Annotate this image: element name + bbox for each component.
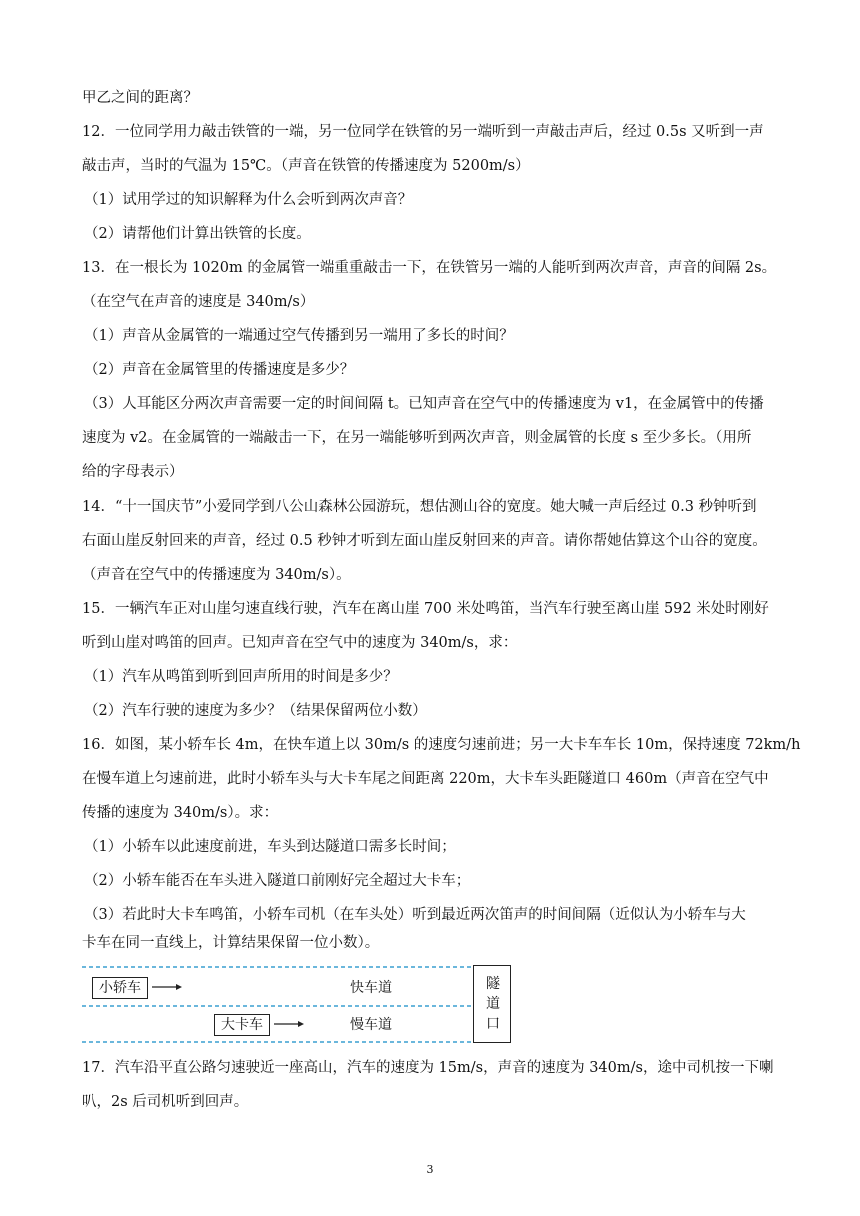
text-line: 右面山崖反射回来的声音，经过 0.5 秒钟才听到左面山崖反射回来的声音。请你帮她估算这个山谷的宽度。 [82, 533, 767, 549]
sub-question: （1）试用学过的知识解释为什么会听到两次声音？ [84, 192, 413, 208]
text-line: 叭，2s 后司机听到回声。 [82, 1094, 249, 1110]
text-line: 给的字母表示） [82, 464, 184, 480]
tunnel-char: 口 [486, 1016, 500, 1032]
tunnel-label [474, 974, 512, 1034]
tunnel-entrance [473, 965, 511, 1043]
sub-question: （1）小轿车以此速度前进，车头到达隧道口需多长时间； [84, 839, 456, 855]
sub-question: （3）人耳能区分两次声音需要一定的时间间隔 t。已知声音在空气中的传播速度为 v1，在金属管中的传播 [84, 396, 764, 412]
page-number: 3 [426, 1163, 434, 1176]
question-17: 17．汽车沿平直公路匀速驶近一座高山，汽车的速度为 15m/s，声音的速度为 340m/s，途中司机按一下喇 [82, 1060, 774, 1076]
text-line: 传播的速度为 340m/s）。求： [82, 805, 279, 821]
text-line: 卡车在同一直线上，计算结果保留一位小数）。 [82, 935, 380, 951]
question-15: 15．一辆汽车正对山崖匀速直线行驶，汽车在离山崖 700 米处鸣笛，当汽车行驶至离山崖 592 米处时刚好 [82, 601, 769, 617]
text-line: 甲乙之间的距离？ [82, 90, 198, 106]
text-line: 敲击声，当时的气温为 15℃。（声音在铁管的传播速度为 5200m/s） [82, 158, 530, 174]
sub-question: （1）声音从金属管的一端通过空气传播到另一端用了多长的时间？ [84, 328, 514, 344]
slow-lane-label: 慢车道 [350, 1017, 392, 1033]
sub-question: （1）汽车从鸣笛到听到回声所用的时间是多少？ [84, 669, 398, 685]
lane-lines [82, 962, 522, 1046]
sub-question: （3）若此时大卡车鸣笛，小轿车司机（在车头处）听到最近两次笛声的时间间隔（近似认为小轿车与大 [84, 907, 746, 923]
question-14: 14．“十一国庆节”小爱同学到八公山森林公园游玩，想估测山谷的宽度。她大喊一声后经过 0.3 秒钟听到 [82, 499, 757, 515]
text-line: 在慢车道上匀速前进，此时小轿车头与大卡车尾之间距离 220m，大卡车头距隧道口 460m（声音在空气中 [82, 771, 769, 787]
car-arrow-head-icon [176, 984, 182, 990]
lane-diagram [82, 962, 522, 1046]
sub-question: （2）小轿车能否在车头进入隧道口前刚好完全超过大卡车； [84, 873, 471, 889]
tunnel-char: 道 [486, 996, 500, 1012]
text-line: 速度为 v2。在金属管的一端敲击一下，在另一端能够听到两次声音，则金属管的长度 s 至少多长。（用所 [82, 430, 752, 446]
fast-lane-label: 快车道 [350, 980, 392, 996]
sub-question: （2）汽车行驶的速度为多少？（结果保留两位小数） [84, 703, 427, 719]
text-line: （在空气在声音的速度是 340m/s） [82, 294, 315, 310]
question-13: 13．在一根长为 1020m 的金属管一端重重敲击一下，在铁管另一端的人能听到两次声音，声音的间隔 2s。 [82, 260, 777, 276]
truck-arrow-head-icon [298, 1021, 304, 1027]
car-label: 小轿车 [92, 977, 148, 999]
sub-question: （2）请帮他们计算出铁管的长度。 [84, 226, 311, 242]
text-line: （声音在空气中的传播速度为 340m/s）。 [82, 567, 351, 583]
text-line: 听到山崖对鸣笛的回声。已知声音在空气中的速度为 340m/s，求： [82, 635, 518, 651]
truck-label: 大卡车 [214, 1014, 270, 1036]
question-12: 12．一位同学用力敲击铁管的一端，另一位同学在铁管的另一端听到一声敲击声后，经过 0.5s 又听到一声 [82, 124, 764, 140]
question-16: 16．如图，某小轿车长 4m，在快车道上以 30m/s 的速度匀速前进；另一大卡车车长 10m，保持速度 72km/h [82, 737, 801, 753]
tunnel-char: 隧 [486, 976, 500, 992]
sub-question: （2）声音在金属管里的传播速度是多少？ [84, 362, 355, 378]
